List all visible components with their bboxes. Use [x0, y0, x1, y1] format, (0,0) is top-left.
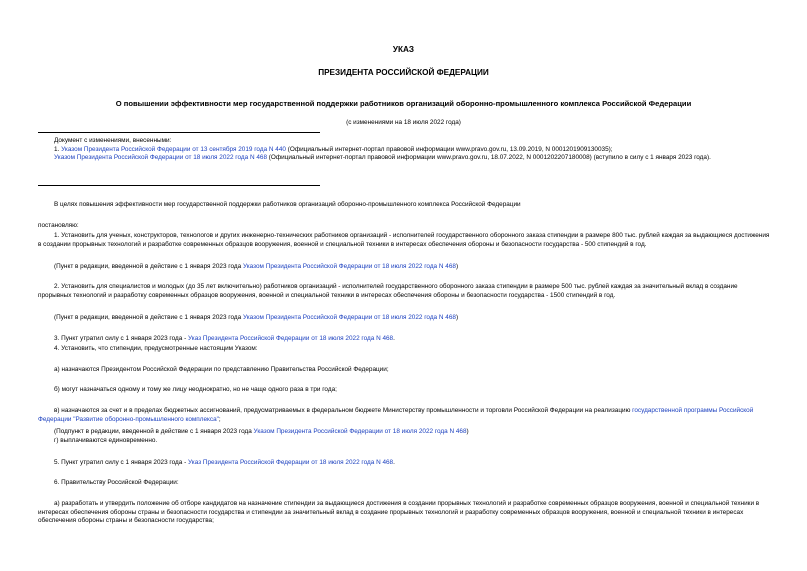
paragraph-5: [38, 459, 770, 468]
paragraph-4v-link[interactable]: государственной программы Российской Федерации "Развитие оборонно-промышленного комплекса": [38, 407, 754, 423]
paragraph-2-note-end: ): [455, 314, 459, 321]
paragraph-6a: а) разработать и утвердить положение об отборе кандидатов на назначение стипендии за выдающиеся достижения в создании прорывных технологий и разработке современных образцов вооружения, военной и специальной техники в интересах обеспечения обороны страны и безопасности государства и стипендии за значительный вклад в создание прорывных технологий и разработку современных образцов вооружения, военной и специальной техники в интересах обеспечения обороны страны и безопасности государства;: [38, 500, 760, 525]
changes-block: [38, 137, 778, 163]
paragraph-4b: б) могут назначаться одному и тому же лицу неоднократно, но не чаще одного раза в три года;: [54, 386, 337, 393]
paragraph-1-note-end: ): [455, 263, 459, 270]
preamble: В целях повышения эффективности мер государственной поддержки работников организаций оборонно-промышленного комплекса Российской Федерации: [54, 201, 521, 208]
divider-bottom: [38, 185, 320, 186]
paragraph-2: 2. Установить для специалистов и молодых (до 35 лет включительно) работников организаций - исполнителей государственного оборонного заказа стипендии в размере 500 тыс. рублей каждая за значительный вклад в создание прорывных технологий и разработку современных образцов вооружения, военной и специальной техники в интересах обеспечения обороны и безопасности государства - 1500 стипендий в год.: [38, 283, 738, 299]
paragraph-4v-note-text: (Подпункт в редакции, введенной в действие с 1 января 2023 года: [54, 428, 254, 435]
paragraph-1: 1. Установить для ученых, конструкторов, технологов и других инженерно-технических работников организаций - исполнителей государственного оборонного заказа стипендии в размере 800 тыс. рублей каждая за выдающиеся достижения в создании прорывных технологий и разработке современных образцов вооружения, военной и специальной техники в интересах обеспечения обороны и безопасности государства - 500 стипендий в год.: [38, 232, 770, 248]
issuer-title: ПРЕЗИДЕНТА РОССИЙСКОЙ ФЕДЕРАЦИИ: [318, 68, 489, 77]
paragraph-5-end: .: [393, 459, 395, 466]
change-item-1: [38, 146, 778, 155]
paragraph-4v-note: [38, 428, 770, 437]
paragraph-4v-note-end: ): [466, 428, 469, 435]
paragraph-3: [38, 335, 770, 344]
paragraph-4v-end: ;: [218, 415, 221, 423]
change-item-2: [38, 154, 778, 163]
paragraph-3-text: 3. Пункт утратил силу с 1 января 2023 года -: [54, 335, 188, 342]
paragraph-5-text: 5. Пункт утратил силу с 1 января 2023 года -: [54, 459, 188, 466]
paragraph-6: 6. Правительству Российской Федерации:: [54, 479, 179, 486]
paragraph-1-note-link[interactable]: Указом Президента Российской Федерации от 18 июля 2022 года N 468: [242, 263, 456, 270]
paragraph-3-link[interactable]: Указ Президента Российской Федерации от 18 июля 2022 года N 468: [188, 335, 394, 342]
paragraph-4v-note-link[interactable]: Указом Президента Российской Федерации от 18 июля 2022 года N 468: [253, 428, 467, 435]
paragraph-4v-text: в) назначаются за счет и в пределах бюджетных ассигнований, предусматриваемых в федеральном бюджете Министерству промышленности и торговли Российской Федерации на реализацию: [54, 407, 633, 414]
document-title: О повышении эффективности мер государственной поддержки работников организаций оборонно-промышленного комплекса Российской Федерации: [115, 99, 692, 108]
paragraph-4: 4. Установить, что стипендии, предусмотренные настоящим Указом:: [54, 345, 258, 352]
paragraph-2-note-text: (Пункт в редакции, введенной в действие с 1 января 2023 года: [54, 314, 243, 321]
decree-word: постановляю:: [38, 222, 79, 229]
change-item-1-link[interactable]: Указом Президента Российской Федерации от 13 сентября 2019 года N 440: [61, 145, 286, 153]
paragraph-2-note: [38, 314, 770, 323]
change-item-2-text: (Официальный интернет-портал правовой информации www.pravo.gov.ru, 18.07.2022, N 0001202207180008) (вступило в силу с 1 января 2023 года).: [267, 154, 711, 162]
paragraph-5-link[interactable]: Указ Президента Российской Федерации от 18 июля 2022 года N 468: [188, 459, 394, 466]
paragraph-3-end: .: [393, 335, 395, 342]
change-item-1-num: 1.: [54, 145, 62, 153]
paragraph-2-note-link[interactable]: Указом Президента Российской Федерации от 18 июля 2022 года N 468: [242, 314, 456, 321]
change-item-1-text: (Официальный интернет-портал правовой информации www.pravo.gov.ru, 13.09.2019, N 0001201909130035);: [285, 145, 613, 153]
edition-note: (с изменениями на 18 июля 2022 года): [346, 119, 461, 126]
change-item-2-link[interactable]: Указом Президента Российской Федерации от 18 июля 2022 года N 468: [54, 154, 267, 162]
changes-intro: Документ с изменениями, внесенными:: [54, 137, 172, 144]
paragraph-1-note-text: (Пункт в редакции, введенной в действие с 1 января 2023 года: [54, 263, 243, 270]
divider-top: [38, 132, 320, 133]
decree-title: УКАЗ: [392, 45, 415, 54]
paragraph-4g: г) выплачиваются единовременно.: [54, 437, 158, 444]
paragraph-4v: [38, 407, 770, 424]
paragraph-1-note: [38, 263, 770, 272]
paragraph-4a: а) назначаются Президентом Российской Федерации по представлению Правительства Российской Федерации;: [54, 366, 389, 373]
